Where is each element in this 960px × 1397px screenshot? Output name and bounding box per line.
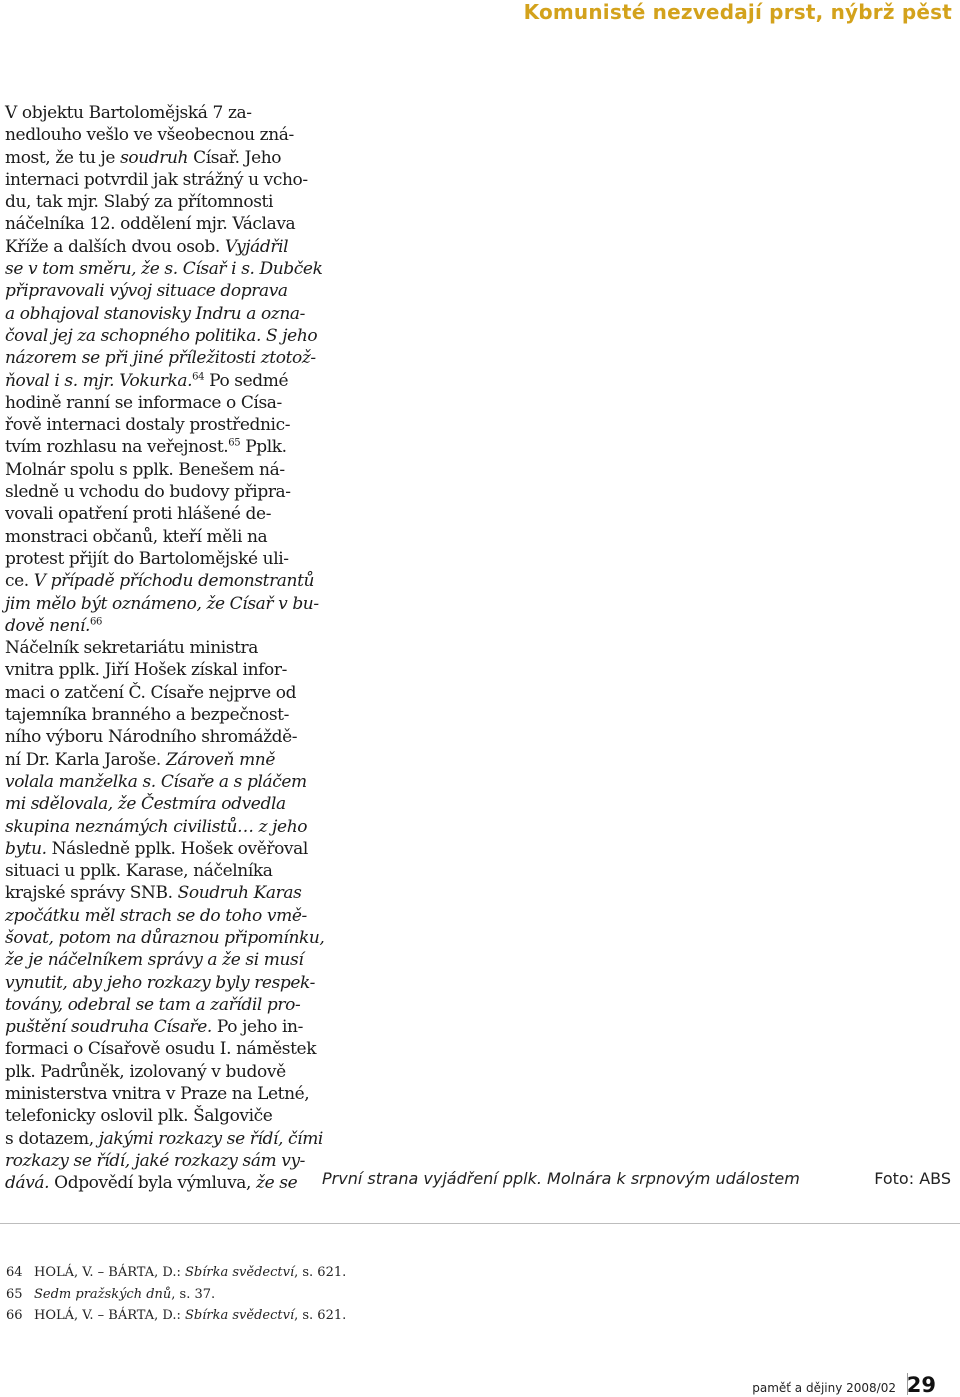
italic-span: zpočátku měl strach se do toho vmě- xyxy=(5,905,307,926)
text-span: plk. Padrůněk, izolovaný v budově xyxy=(5,1061,286,1082)
footnote-reference: 64 xyxy=(192,370,205,382)
italic-span: Vyjádřil xyxy=(224,236,289,257)
text-span: telefonicky oslovil plk. Šalgoviče xyxy=(5,1106,273,1127)
body-line xyxy=(5,682,300,704)
body-line xyxy=(5,637,300,659)
text-span: Náčelník sekretariátu ministra xyxy=(5,638,259,659)
text-span: situaci u pplk. Karase, náčelníka xyxy=(5,861,273,882)
text-span: řově internaci dostaly prostřednic- xyxy=(5,415,291,436)
body-line xyxy=(5,169,308,191)
text-span: tvím rozhlasu na veřejnost. xyxy=(5,437,229,458)
body-line xyxy=(5,347,316,369)
text-span: monstraci občanů, kteří měli na xyxy=(5,526,268,547)
text-span: V objektu Bartolomějská 7 za- xyxy=(5,103,252,123)
body-line xyxy=(5,124,300,146)
text-span: Po sedmé xyxy=(204,370,289,391)
figure-caption: První strana vyjádření pplk. Molnára k srpnovým událostem xyxy=(322,1169,800,1188)
italic-span: mi sdělovala, že Čestmíra odvedla xyxy=(5,794,286,815)
text-span: du, tak mjr. Slabý za přítomnosti xyxy=(5,192,273,213)
text-span: s dotazem, xyxy=(5,1128,99,1149)
body-line xyxy=(5,949,304,971)
footnote xyxy=(6,1284,346,1306)
footnote-divider xyxy=(0,1223,960,1224)
body-line xyxy=(5,102,300,124)
body-line xyxy=(5,370,300,392)
body-line xyxy=(5,972,316,994)
italic-span: soudruh xyxy=(120,147,189,168)
body-line xyxy=(5,860,300,882)
text-span: Kříže a dalších dvou osob. xyxy=(5,236,225,257)
body-line xyxy=(5,325,318,347)
body-line xyxy=(5,1083,310,1105)
body-line xyxy=(5,704,300,726)
body-line xyxy=(5,548,300,570)
italic-span: bytu. xyxy=(5,838,47,859)
text-span: most, že tu je xyxy=(5,147,121,168)
text-span: ministerstva vnitra v Praze na Letné, xyxy=(5,1084,310,1105)
photo-credit: Foto: ABS xyxy=(874,1169,951,1188)
italic-span: rozkazy se řídí, jaké rozkazy sám vy- xyxy=(5,1150,306,1171)
body-line xyxy=(5,816,308,838)
italic-span: Zároveň mně xyxy=(165,749,275,770)
body-line xyxy=(5,481,300,503)
body-line xyxy=(5,436,300,458)
footnote-reference: 65 xyxy=(228,437,241,449)
text-span: , s. 621. xyxy=(294,1265,347,1280)
body-line xyxy=(5,793,300,815)
body-line xyxy=(5,213,300,235)
italic-span: V případě příchodu demonstrantů xyxy=(33,571,315,592)
footnote xyxy=(6,1262,346,1284)
running-head: Komunisté nezvedají prst, nýbrž pěst xyxy=(523,0,952,24)
italic-span: Sedm pražských dnů xyxy=(34,1286,172,1302)
body-line xyxy=(5,1105,300,1127)
italic-span: ňoval i s. mjr. Vokurka. xyxy=(5,370,193,391)
italic-span: že se xyxy=(256,1173,298,1194)
body-line xyxy=(5,882,300,904)
body-line xyxy=(5,303,305,325)
italic-span: jim mělo být oznámeno, že Císař v bu- xyxy=(5,593,319,614)
footnote xyxy=(6,1305,346,1327)
italic-span: se v tom směru, že s. Císař i s. Dubček xyxy=(5,259,323,280)
text-span: Molnár spolu s pplk. Benešem ná- xyxy=(5,459,285,480)
italic-span: dává. xyxy=(5,1173,50,1194)
body-line xyxy=(5,771,307,793)
italic-span: jakými rozkazy se řídí, čími xyxy=(98,1128,323,1149)
text-span: vnitra pplk. Jiří Hošek získal infor- xyxy=(5,660,287,681)
body-line xyxy=(5,994,300,1016)
text-span: ce. xyxy=(5,571,34,592)
body-line xyxy=(5,927,325,949)
body-line xyxy=(5,236,300,258)
journal-issue: paměť a dějiny 2008/02 xyxy=(752,1381,896,1395)
body-line xyxy=(5,749,300,771)
italic-span: Soudruh Karas xyxy=(177,883,302,904)
text-span: internaci potvrdil jak strážný u vcho- xyxy=(5,169,308,190)
italic-span: názorem se při jiné příležitosti ztotož- xyxy=(5,348,316,369)
text-span: Následně pplk. Hošek ověřoval xyxy=(46,838,308,859)
text-span: krajské správy SNB. xyxy=(5,883,178,904)
text-span: nedlouho vešlo ve všeobecnou zná- xyxy=(5,125,294,146)
footnote-reference: 66 xyxy=(90,616,102,628)
body-line xyxy=(5,258,323,280)
text-span: sledně u vchodu do budovy připra- xyxy=(5,482,291,503)
text-span: HOLÁ, V. – BÁRTA, D.: xyxy=(34,1265,186,1280)
body-line xyxy=(5,526,300,548)
body-line xyxy=(5,570,315,592)
body-line xyxy=(5,392,300,414)
italic-span: připravovali vývoj situace doprava xyxy=(5,281,288,302)
footnote-number: 66 xyxy=(6,1308,23,1323)
italic-span: šovat, potom na důraznou připomínku, xyxy=(5,927,325,948)
italic-span: skupina neznámých civilistů… z jeho xyxy=(5,816,308,837)
text-span: hodině ranní se informace o Císa- xyxy=(5,392,282,413)
body-line xyxy=(5,1016,303,1038)
body-line xyxy=(5,659,300,681)
text-span: Po jeho in- xyxy=(211,1017,303,1038)
text-span: Odpovědí byla výmluva, xyxy=(49,1173,257,1194)
footnote-number: 65 xyxy=(6,1286,23,1302)
italic-span: čoval jej za schopného politika. S jeho xyxy=(5,325,318,346)
body-line xyxy=(5,838,308,860)
body-line xyxy=(5,191,300,213)
text-span: , s. 37. xyxy=(171,1286,216,1302)
italic-span: dově není. xyxy=(5,615,90,636)
body-line xyxy=(5,1172,300,1194)
body-line xyxy=(5,1150,306,1172)
body-line xyxy=(5,726,300,748)
body-line xyxy=(5,593,319,615)
italic-span: puštění soudruha Císaře. xyxy=(5,1017,212,1038)
text-span: vovali opatření proti hlášené de- xyxy=(5,504,272,525)
text-span: ního výboru Národního shromáždě- xyxy=(5,727,298,748)
body-line xyxy=(5,1038,317,1060)
italic-span: a obhajoval stanovisky Indru a ozna- xyxy=(5,303,305,324)
italic-span: Sbírka svědectví xyxy=(185,1308,295,1323)
body-line xyxy=(5,1061,300,1083)
body-line xyxy=(5,147,300,169)
body-line xyxy=(5,459,300,481)
body-line xyxy=(5,905,307,927)
text-span: náčelníka 12. oddělení mjr. Václava xyxy=(5,214,296,235)
body-text-column xyxy=(5,102,325,1195)
italic-span: vynutit, aby jeho rozkazy byly respek- xyxy=(5,972,316,993)
page-number: 29 xyxy=(906,1373,936,1397)
italic-span: že je náčelníkem správy a že si musí xyxy=(5,950,304,971)
italic-span: Sbírka svědectví xyxy=(185,1265,295,1280)
body-line xyxy=(5,280,300,302)
body-line xyxy=(5,1128,323,1150)
italic-span: volala manželka s. Císaře a s pláčem xyxy=(5,771,307,792)
text-span: tajemníka branného a bezpečnost- xyxy=(5,705,289,726)
text-span: formaci o Císařově osudu I. náměstek xyxy=(5,1039,317,1060)
body-line xyxy=(5,414,300,436)
text-span: Pplk. xyxy=(240,437,287,458)
body-line xyxy=(5,615,300,637)
footnotes xyxy=(6,1262,346,1327)
body-line xyxy=(5,503,300,525)
text-span: , s. 621. xyxy=(294,1308,347,1323)
text-span: protest přijít do Bartolomějské uli- xyxy=(5,548,289,569)
footnote-number: 64 xyxy=(6,1265,23,1280)
text-span: HOLÁ, V. – BÁRTA, D.: xyxy=(34,1308,186,1323)
text-span: Císař. Jeho xyxy=(188,147,282,168)
text-span: ní Dr. Karla Jaroše. xyxy=(5,749,166,770)
text-span: maci o zatčení Č. Císaře nejprve od xyxy=(5,682,297,703)
italic-span: továny, odebral se tam a zařídil pro- xyxy=(5,994,301,1015)
